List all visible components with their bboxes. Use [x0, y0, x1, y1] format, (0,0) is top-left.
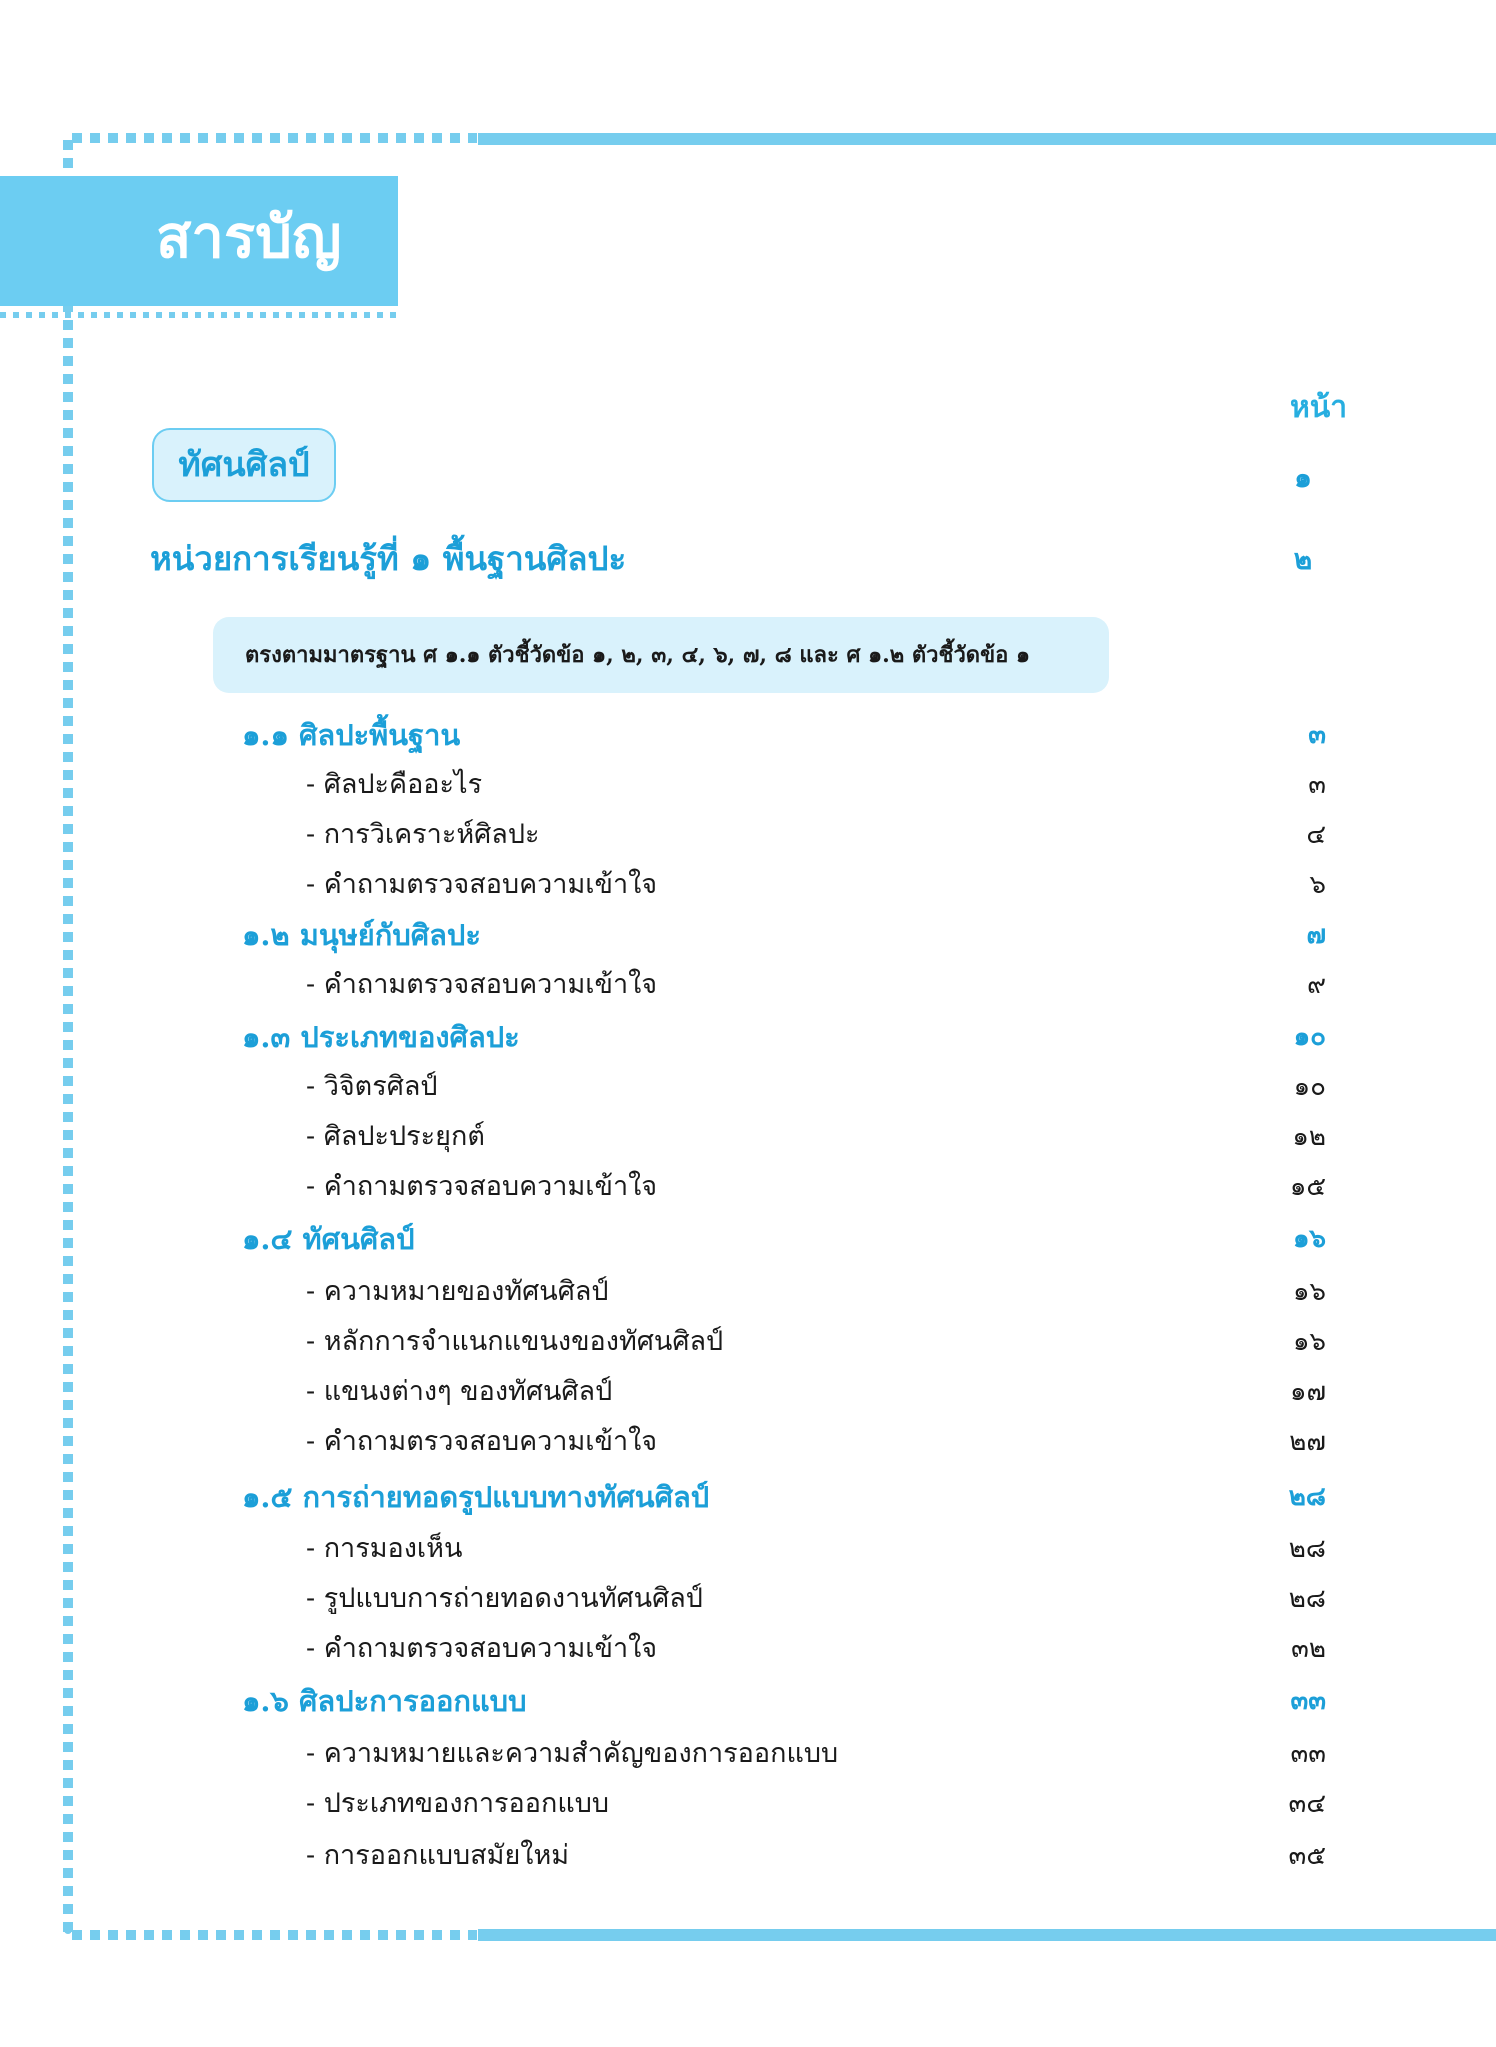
- toc-item: [0, 1575, 1496, 1623]
- toc-item: [0, 1525, 1496, 1573]
- toc-section: [0, 911, 1496, 959]
- toc-page-number: ๓๓: [1290, 1739, 1326, 1769]
- toc-item: [0, 761, 1496, 809]
- toc-item-title: - คำถามตรวจสอบความเข้าใจ: [306, 1171, 658, 1202]
- toc-page-number: ๑๐: [1293, 1022, 1326, 1052]
- toc-page-number: ๑๒: [1292, 1122, 1326, 1152]
- toc-section: [0, 1013, 1496, 1061]
- subject-badge: ทัศนศิลป์: [152, 428, 336, 502]
- toc-section: [0, 1215, 1496, 1263]
- toc-item-title: - ศิลปะประยุกต์: [306, 1121, 485, 1152]
- toc-item-title: - ความหมายของทัศนศิลป์: [306, 1276, 609, 1307]
- toc-page-number: ๓๔: [1288, 1789, 1326, 1819]
- toc-item: [0, 1368, 1496, 1416]
- toc-item: [0, 1268, 1496, 1316]
- toc-page-number: ๑๖: [1292, 1327, 1326, 1357]
- toc-item: [0, 1780, 1496, 1828]
- toc-item: [0, 1113, 1496, 1161]
- toc-section: [0, 711, 1496, 759]
- frame-top-solid-line: [478, 133, 1496, 145]
- toc-item: [0, 1163, 1496, 1211]
- unit-heading: หน่วยการเรียนรู้ที่ ๑ พื้นฐานศิลปะ: [150, 539, 627, 578]
- toc-item: [0, 1625, 1496, 1673]
- toc-page-number: ๑๐: [1293, 1072, 1326, 1102]
- toc-page-number: ๒๘: [1288, 1584, 1326, 1614]
- toc-page-number: ๓: [1308, 770, 1326, 800]
- toc-page-number: ๓๓: [1290, 1686, 1326, 1716]
- toc-page-number: ๙: [1306, 970, 1326, 1000]
- toc-item-title: - วิจิตรศิลป์: [306, 1071, 438, 1102]
- toc-item: [0, 811, 1496, 859]
- standards-box: ตรงตามมาตรฐาน ศ ๑.๑ ตัวชี้วัดข้อ ๑, ๒, ๓, ๔, ๖, ๗, ๘ และ ศ ๑.๒ ตัวชี้วัดข้อ ๑: [213, 617, 1109, 693]
- frame-corner-dot: [64, 1926, 72, 1934]
- frame-bottom-solid-line: [478, 1929, 1496, 1941]
- toc-section: [0, 1473, 1496, 1521]
- toc-item-title: - คำถามตรวจสอบความเข้าใจ: [306, 1633, 658, 1664]
- toc-item-title: - ศิลปะคืออะไร: [306, 769, 483, 800]
- toc-section-title: ๑.๔ ทัศนศิลป์: [242, 1222, 415, 1256]
- toc-page-number: ๗: [1306, 920, 1326, 950]
- toc-item: [0, 1418, 1496, 1466]
- toc-item: [0, 861, 1496, 909]
- toc-item: [0, 1730, 1496, 1778]
- toc-page-number: ๑๕: [1289, 1172, 1326, 1202]
- toc-section-title: ๑.๑ ศิลปะพื้นฐาน: [242, 718, 461, 752]
- toc-section-title: ๑.๖ ศิลปะการออกแบบ: [242, 1684, 527, 1718]
- toc-item-title: - หลักการจำแนกแขนงของทัศนศิลป์: [306, 1326, 724, 1357]
- title-dotted-underline: [0, 312, 398, 318]
- toc-page-number: ๓: [1308, 720, 1326, 750]
- toc-page-number: ๓๒: [1291, 1634, 1326, 1664]
- toc-item: [0, 1318, 1496, 1366]
- subject-page-number: ๑: [1294, 461, 1312, 494]
- toc-section-title: ๑.๓ ประเภทของศิลปะ: [242, 1020, 520, 1054]
- toc-item-title: - แขนงต่างๆ ของทัศนศิลป์: [306, 1376, 613, 1407]
- toc-item-title: - การวิเคราะห์ศิลปะ: [306, 819, 540, 850]
- toc-item: [0, 1832, 1496, 1880]
- toc-page-number: ๑๗: [1289, 1377, 1326, 1407]
- toc-item-title: - รูปแบบการถ่ายทอดงานทัศนศิลป์: [306, 1583, 703, 1614]
- toc-page-number: ๓๕: [1288, 1841, 1326, 1871]
- page-title: สารบัญ: [156, 203, 342, 271]
- toc-item-title: - การมองเห็น: [306, 1533, 463, 1564]
- unit-page-number: ๒: [1293, 543, 1313, 576]
- toc-section: [0, 1677, 1496, 1725]
- toc-item-title: - การออกแบบสมัยใหม่: [306, 1840, 570, 1871]
- toc-page-number: ๑๖: [1292, 1277, 1326, 1307]
- toc-section-title: ๑.๕ การถ่ายทอดรูปแบบทางทัศนศิลป์: [242, 1480, 710, 1514]
- frame-top-dotted-line: [72, 133, 477, 143]
- frame-corner-dot: [64, 142, 72, 150]
- toc-section-title: ๑.๒ มนุษย์กับศิลปะ: [242, 918, 481, 952]
- frame-bottom-dotted-line: [72, 1930, 477, 1940]
- toc-item-title: - ประเภทของการออกแบบ: [306, 1788, 609, 1819]
- toc-page-number: ๑๖: [1292, 1224, 1326, 1254]
- toc-item-title: - คำถามตรวจสอบความเข้าใจ: [306, 969, 658, 1000]
- toc-item: [0, 961, 1496, 1009]
- toc-item-title: - ความหมายและความสำคัญของการออกแบบ: [306, 1738, 839, 1769]
- toc-item: [0, 1063, 1496, 1111]
- toc-page-number: ๒๗: [1289, 1427, 1326, 1457]
- toc-item-title: - คำถามตรวจสอบความเข้าใจ: [306, 869, 658, 900]
- toc-page-number: ๖: [1309, 870, 1326, 900]
- page-column-header: หน้า: [1290, 390, 1348, 425]
- toc-item-title: - คำถามตรวจสอบความเข้าใจ: [306, 1426, 658, 1457]
- toc-page-number: ๒๘: [1288, 1482, 1326, 1512]
- toc-page-number: ๔: [1306, 820, 1326, 850]
- toc-page-number: ๒๘: [1288, 1534, 1326, 1564]
